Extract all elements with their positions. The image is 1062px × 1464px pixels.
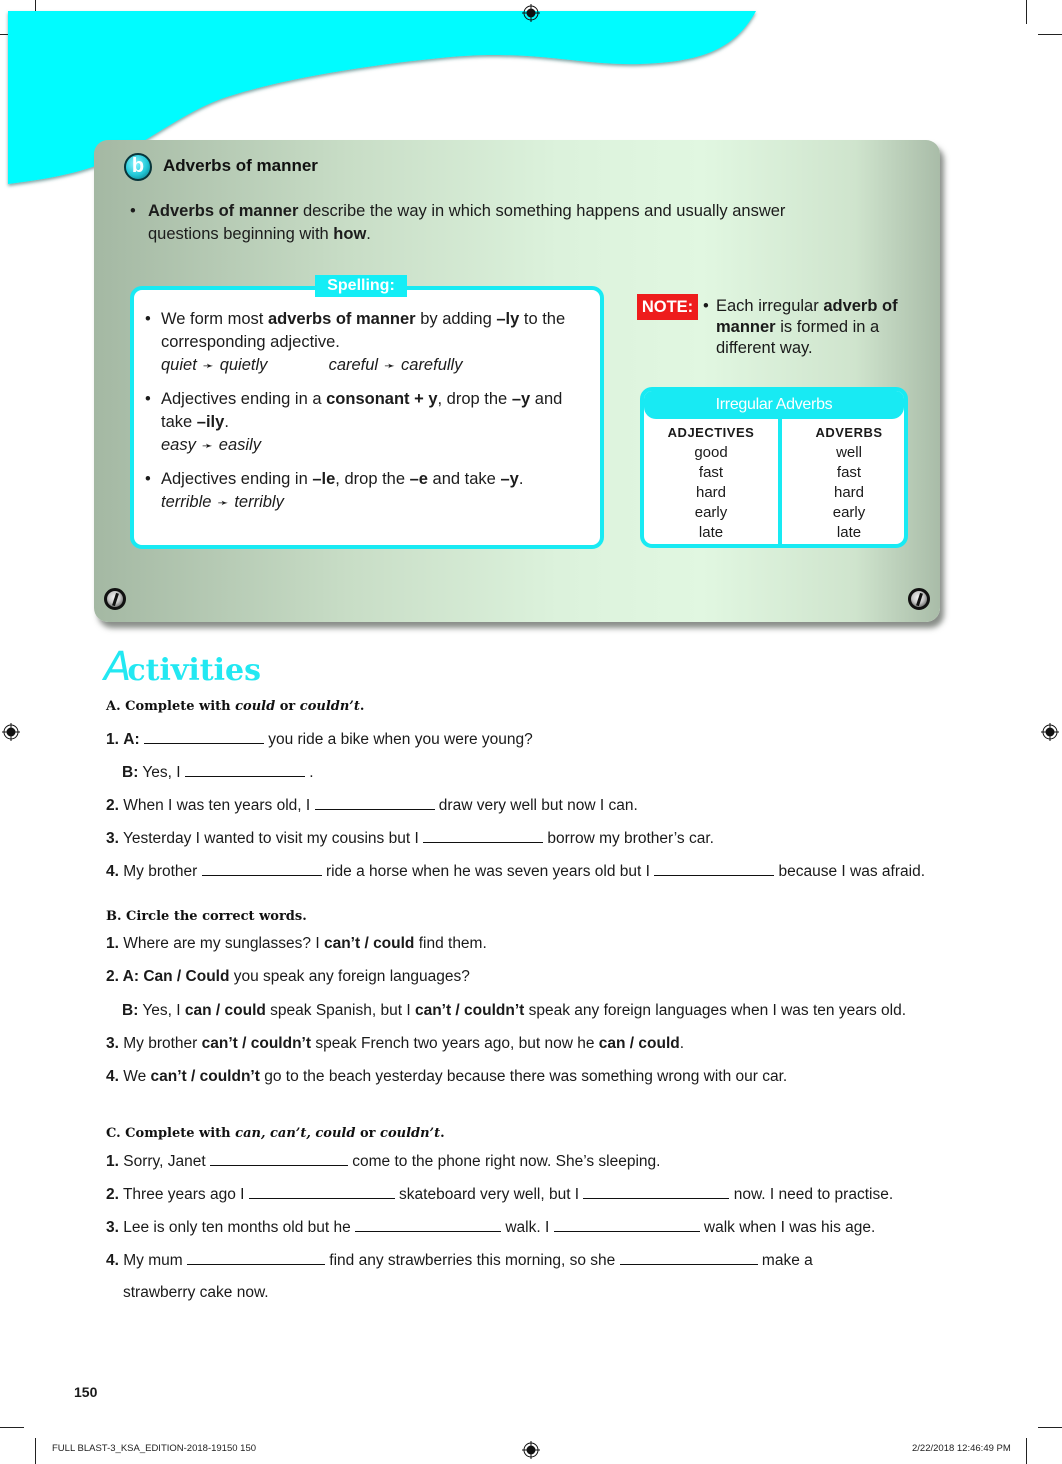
rule-text: Adjectives ending in a <box>161 390 327 408</box>
answer-blank[interactable] <box>583 1184 729 1199</box>
section-title: Adverbs of manner <box>163 156 318 175</box>
item-text: walk when I was his age. <box>699 1219 876 1236</box>
adjectives-column <box>644 423 778 543</box>
table-cell: late <box>698 524 724 541</box>
activities-title-rest: ctivities <box>127 653 261 688</box>
item-number: 4. <box>106 863 119 880</box>
exercise-item <box>106 1068 787 1086</box>
answer-blank[interactable] <box>315 795 435 810</box>
spelling-rule <box>145 468 595 514</box>
rule-text: by adding <box>415 310 497 328</box>
item-text: Yes, I <box>138 764 185 781</box>
bullet-icon: • <box>703 297 709 315</box>
speaker-label: A: <box>123 731 140 748</box>
exercise-b-heading: B. Circle the correct words. <box>106 909 307 924</box>
exercise-item <box>122 762 314 782</box>
item-number: 4. <box>106 1068 119 1085</box>
item-text: Lee is only ten months old but he <box>118 1219 356 1236</box>
heading-text: C. Complete with <box>106 1126 236 1141</box>
bullet-icon: • <box>130 202 136 220</box>
item-text: make a <box>757 1252 813 1269</box>
item-text: speak Spanish, but I <box>265 1002 415 1019</box>
item-text: you ride a bike when you were young? <box>263 731 533 748</box>
adverbs-column <box>782 423 908 543</box>
speaker-label: B: <box>122 764 139 781</box>
registration-mark-icon <box>2 723 20 741</box>
table-cell: good <box>694 444 728 461</box>
item-text: We <box>118 1068 151 1085</box>
registration-mark-icon <box>1041 723 1059 741</box>
crop-mark <box>35 1438 36 1464</box>
rule-text: Adjectives ending in <box>161 470 313 488</box>
answer-blank[interactable] <box>654 861 774 876</box>
activities-title-initial: A <box>104 644 132 690</box>
screw-icon <box>104 588 126 610</box>
crop-mark <box>1038 1427 1062 1428</box>
rule-example <box>161 491 595 514</box>
column-header: ADVERBS <box>815 425 883 440</box>
heading-word: couldn’t <box>380 1126 441 1141</box>
item-text: because I was afraid. <box>774 863 925 880</box>
item-text: My mum <box>118 1252 187 1269</box>
registration-mark-icon <box>522 1441 540 1459</box>
rule-bold: adverbs of manner <box>267 310 416 328</box>
intro-text: describe the way in which something happens and usually answer questions beginning with <box>148 202 786 243</box>
exercise-c-heading <box>106 1126 445 1141</box>
print-slug-left: FULL BLAST-3_KSA_EDITION-2018-19150 150 <box>52 1443 257 1454</box>
exercise-item <box>106 1250 813 1270</box>
intro-bold-lead: Adverbs of manner <box>148 202 299 220</box>
word-choice[interactable]: can’t / could <box>323 935 415 952</box>
table-title: Irregular Adverbs <box>644 391 904 419</box>
table-cell: early <box>694 504 728 521</box>
exercise-item <box>106 1035 684 1053</box>
rule-bold: –y <box>500 470 519 488</box>
example-word: terribly <box>234 493 284 511</box>
rule-text: , drop the <box>437 390 512 408</box>
answer-blank[interactable] <box>249 1184 395 1199</box>
example-word: quiet <box>161 356 197 374</box>
note-text-part: is formed in a different way. <box>716 318 880 357</box>
exercise-item <box>106 861 925 881</box>
rule-bold: consonant + y <box>326 390 438 408</box>
item-number: 3. <box>106 1035 119 1052</box>
item-text: walk. I <box>501 1219 554 1236</box>
item-text: Where are my sunglasses? I <box>118 935 324 952</box>
arrow-icon: ➛ <box>217 495 229 510</box>
word-choice[interactable]: can’t / couldn’t <box>150 1068 260 1085</box>
item-text: Yes, I <box>138 1002 185 1019</box>
item-text: ride a horse when he was seven years old but I <box>321 863 655 880</box>
item-text: you speak any foreign languages? <box>229 968 470 985</box>
rule-text: and take <box>427 470 501 488</box>
item-number: 3. <box>106 830 119 847</box>
arrow-icon: ➛ <box>201 438 213 453</box>
table-cell: fast <box>836 464 862 481</box>
item-text: go to the beach yesterday because there was something wrong with our car. <box>259 1068 788 1085</box>
item-text: skateboard very well, but I <box>394 1186 584 1203</box>
exercise-item <box>106 795 638 815</box>
registration-mark-icon <box>522 4 540 22</box>
word-choice[interactable]: can / could <box>184 1002 266 1019</box>
item-text: draw very well but now I can. <box>434 797 638 814</box>
item-text: Three years ago I <box>118 1186 249 1203</box>
rule-text: . <box>224 413 229 431</box>
answer-blank[interactable] <box>620 1250 758 1265</box>
exercise-item-continuation: strawberry cake now. <box>123 1284 269 1301</box>
heading-text: A. Complete with <box>106 699 236 714</box>
example-word: careful <box>328 356 379 374</box>
table-cell: well <box>836 444 862 461</box>
item-number: 1. <box>106 1153 119 1170</box>
item-text: Sorry, Janet <box>118 1153 210 1170</box>
note-bold: adverb of manner <box>716 297 898 336</box>
table-cell: late <box>836 524 862 541</box>
rule-text: to the corresponding adjective. <box>161 310 566 351</box>
rule-example <box>161 434 595 457</box>
table-cell: hard <box>695 484 727 501</box>
bullet-icon: • <box>145 470 151 488</box>
crop-mark <box>1026 1438 1027 1464</box>
screw-icon <box>908 588 930 610</box>
answer-blank[interactable] <box>423 828 543 843</box>
exercise-item <box>106 1151 660 1171</box>
crop-mark <box>1026 0 1027 24</box>
arrow-icon: ➛ <box>202 358 214 373</box>
crop-mark <box>0 1427 24 1428</box>
word-choice[interactable]: can’t / couldn’t <box>414 1002 525 1019</box>
heading-text: or <box>355 1126 381 1141</box>
activities-title <box>104 644 261 690</box>
answer-blank[interactable] <box>187 1250 325 1265</box>
example-word: carefully <box>401 356 463 374</box>
example-word: easily <box>218 436 261 454</box>
heading-word: could <box>235 699 276 714</box>
item-number: 2. <box>106 1186 119 1203</box>
item-number: 1. <box>106 935 119 952</box>
intro-paragraph <box>130 200 850 246</box>
item-text: speak any foreign languages when I was ten years old. <box>524 1002 907 1019</box>
word-choice[interactable]: can’t / couldn’t <box>201 1035 312 1052</box>
heading-text: . <box>440 1126 445 1141</box>
answer-blank[interactable] <box>355 1217 501 1232</box>
arrow-icon: ➛ <box>384 358 396 373</box>
table-cell: fast <box>698 464 724 481</box>
rule-text: We form most <box>161 310 268 328</box>
item-number: 1. <box>106 731 119 748</box>
item-text: . <box>304 764 314 781</box>
rule-text: , drop the <box>335 470 410 488</box>
exercise-item <box>106 828 714 848</box>
word-choice[interactable]: Can / Could <box>143 968 230 985</box>
intro-period: . <box>366 225 371 243</box>
item-number: 3. <box>106 1219 119 1236</box>
answer-blank[interactable] <box>210 1151 348 1166</box>
speaker-label: A: <box>118 968 144 985</box>
exercise-item <box>106 968 470 986</box>
answer-blank[interactable] <box>202 861 322 876</box>
note-text-part: Each irregular <box>716 297 824 315</box>
table-cell: early <box>832 504 866 521</box>
rule-example <box>161 354 595 377</box>
table-cell: hard <box>833 484 865 501</box>
spelling-label: Spelling: <box>315 275 407 297</box>
rule-bold: –ly <box>496 310 520 328</box>
exercise-a-heading <box>106 699 364 714</box>
section-badge: b <box>124 153 152 181</box>
item-text: My brother <box>118 1035 202 1052</box>
spelling-rule <box>145 308 595 377</box>
column-header: ADJECTIVES <box>667 425 755 440</box>
exercise-item <box>106 935 487 953</box>
answer-blank[interactable] <box>554 1217 700 1232</box>
item-text: come to the phone right now. She’s sleeping. <box>347 1153 661 1170</box>
answer-blank[interactable] <box>185 762 305 777</box>
rule-text: . <box>518 470 524 488</box>
rule-bold: –e <box>409 470 428 488</box>
item-text: . <box>679 1035 685 1052</box>
rule-bold: –le <box>312 470 336 488</box>
bullet-icon: • <box>145 390 151 408</box>
page-number: 150 <box>74 1384 98 1400</box>
exercise-item <box>122 1002 906 1020</box>
exercise-item <box>106 1217 875 1237</box>
item-text: My brother <box>118 863 202 880</box>
rule-bold: –y <box>511 390 531 408</box>
intro-bold-end: how <box>333 225 367 243</box>
item-text: speak French two years ago, but now he <box>311 1035 599 1052</box>
example-word: terrible <box>161 493 212 511</box>
exercise-item <box>106 1184 893 1204</box>
heading-word: can, can’t, could <box>235 1126 356 1141</box>
answer-blank[interactable] <box>144 729 264 744</box>
item-number: 2. <box>106 797 119 814</box>
print-slug-right: 2/22/2018 12:46:49 PM <box>912 1443 1011 1454</box>
example-word: quietly <box>219 356 268 374</box>
item-text: find any strawberries this morning, so she <box>324 1252 620 1269</box>
note-text <box>703 296 913 359</box>
heading-word: couldn’t <box>299 699 360 714</box>
exercise-item <box>106 729 533 749</box>
crop-mark <box>1038 34 1062 35</box>
heading-text: . <box>359 699 365 714</box>
item-text: Yesterday I wanted to visit my cousins but I <box>118 830 424 847</box>
bullet-icon: • <box>145 310 151 328</box>
irregular-adverbs-table <box>640 387 908 548</box>
speaker-label: B: <box>122 1002 139 1019</box>
note-label: NOTE: <box>637 294 698 320</box>
rule-text: and take <box>161 390 563 431</box>
heading-text: or <box>275 699 300 714</box>
item-number: 4. <box>106 1252 119 1269</box>
item-text: now. I need to practise. <box>729 1186 894 1203</box>
item-number: 2. <box>106 968 119 985</box>
spelling-rule <box>145 388 595 457</box>
example-word: easy <box>161 436 196 454</box>
item-text: When I was ten years old, I <box>118 797 315 814</box>
rule-bold: –ily <box>196 413 225 431</box>
item-text: find them. <box>414 935 487 952</box>
item-text: borrow my brother’s car. <box>543 830 714 847</box>
word-choice[interactable]: can / could <box>598 1035 680 1052</box>
